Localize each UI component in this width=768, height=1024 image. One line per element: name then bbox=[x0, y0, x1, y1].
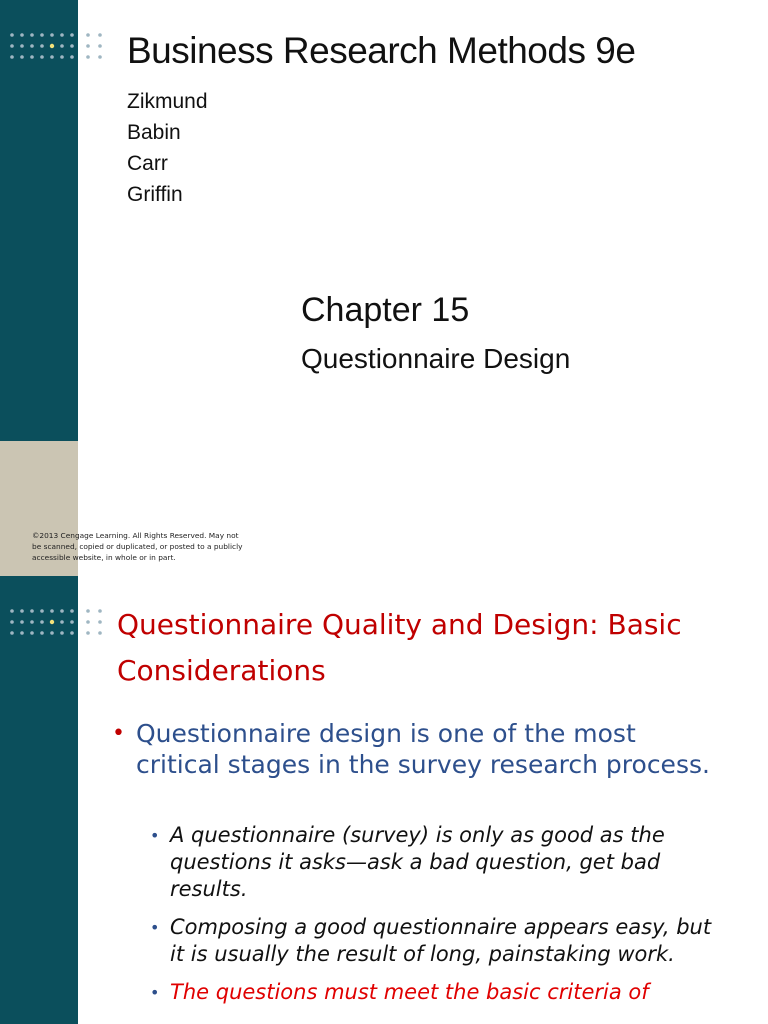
slide-title: Questionnaire Quality and Design: Basic Considerations bbox=[117, 608, 682, 687]
bullet-icon: • bbox=[150, 826, 160, 845]
sub-bullet-text: A questionnaire (survey) is only as good as the questions it asks—ask a bad question, get bad results. bbox=[170, 823, 665, 901]
list-item bbox=[148, 979, 728, 1006]
chapter-title: Questionnaire Design bbox=[301, 343, 571, 374]
author-list bbox=[127, 86, 208, 210]
sub-bullet-text: The questions must meet the basic criteria of bbox=[170, 980, 649, 1004]
sub-bullet-list bbox=[148, 822, 728, 1017]
bullet-icon: • bbox=[112, 721, 125, 746]
author-name: Babin bbox=[127, 121, 181, 144]
author-name: Carr bbox=[127, 152, 168, 175]
main-bullet-text: Questionnaire design is one of the most critical stages in the survey research process. bbox=[136, 719, 710, 779]
copyright-notice: ©2013 Cengage Learning. All Rights Reserved. May not be scanned, copied or duplicated, or posted to a publicly accessible website, in whole or in part. bbox=[32, 531, 243, 562]
bullet-icon: • bbox=[150, 983, 160, 1002]
main-bullet bbox=[112, 718, 712, 780]
author-name: Griffin bbox=[127, 183, 183, 206]
chapter-number: Chapter 15 bbox=[301, 291, 470, 329]
content-slide bbox=[0, 576, 768, 1024]
decorative-dot-grid bbox=[8, 606, 108, 646]
list-item bbox=[148, 914, 728, 968]
bullet-icon: • bbox=[150, 918, 160, 937]
author-name: Zikmund bbox=[127, 90, 208, 113]
list-item bbox=[148, 822, 728, 903]
sub-bullet-text: Composing a good questionnaire appears easy, but it is usually the result of long, painstaking work. bbox=[170, 915, 712, 966]
decorative-dot-grid bbox=[8, 30, 108, 70]
book-title: Business Research Methods 9e bbox=[127, 30, 636, 71]
